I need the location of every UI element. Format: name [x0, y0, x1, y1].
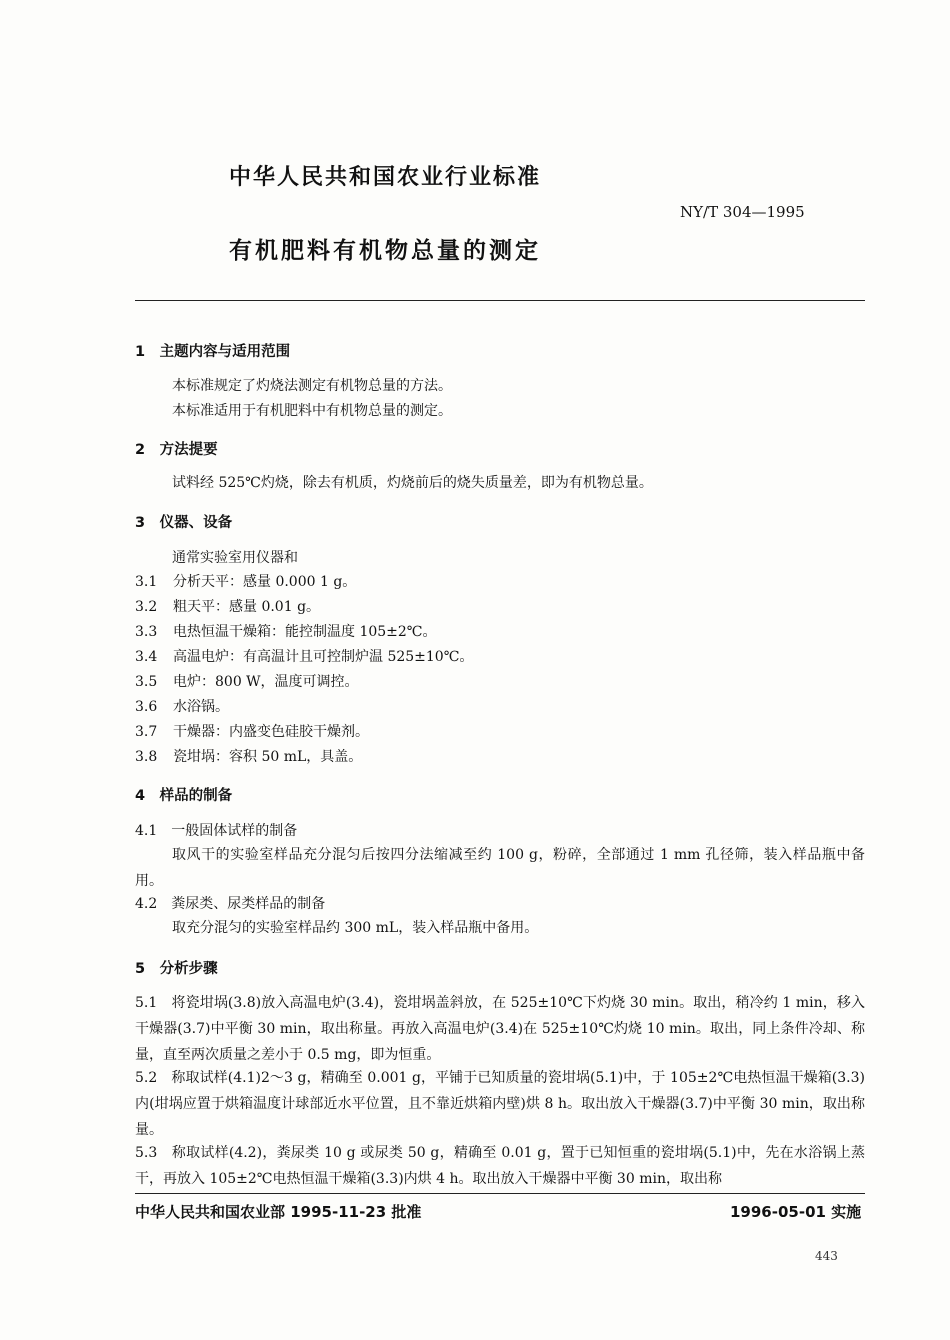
- section-1-line: 本标准适用于有机肥料中有机物总量的测定。: [172, 403, 452, 419]
- equipment-item: [135, 744, 362, 770]
- effective-date: 1996-05-01 实施: [730, 1203, 862, 1221]
- standard-type: 中华人民共和国农业行业标准: [228, 165, 541, 190]
- section-2-heading: 2 方法提要: [135, 442, 218, 458]
- item-text: 电热恒温干燥箱：能控制温度 105±2℃。: [173, 624, 437, 640]
- equipment-item: [135, 594, 320, 620]
- item-number: 3.1: [135, 574, 158, 590]
- item-text: 水浴锅。: [173, 699, 229, 715]
- approval-date: 中华人民共和国农业部 1995-11-23 批准: [135, 1203, 422, 1221]
- item-text: 干燥器：内盛变色硅胶干燥剂。: [173, 724, 369, 740]
- item-number: 3.8: [135, 749, 158, 765]
- standard-code: NY/T 304—1995: [680, 203, 805, 221]
- item-text: 分析天平：感量 0.000 1 g。: [173, 574, 357, 590]
- paragraph-4-1: 取风干的实验室样品充分混匀后按四分法缩减至约 100 g，粉碎，全部通过 1 mm 孔径筛，装入样品瓶中备用。: [135, 847, 865, 889]
- item-text: 电炉：800 W，温度可调控。: [173, 674, 359, 690]
- subsection-4-1-heading: 4.1 一般固体试样的制备: [135, 823, 298, 839]
- page-number: 443: [815, 1249, 838, 1263]
- section-1-line: 本标准规定了灼烧法测定有机物总量的方法。: [172, 378, 452, 394]
- item-text: 粗天平：感量 0.01 g。: [173, 599, 321, 615]
- item-number: 3.3: [135, 624, 158, 640]
- paragraph-4-2: 取充分混匀的实验室样品约 300 mL，装入样品瓶中备用。: [172, 920, 539, 936]
- equipment-item: [135, 569, 356, 595]
- section-3-intro: 通常实验室用仪器和: [172, 550, 298, 566]
- footer-divider: [135, 1193, 865, 1194]
- equipment-item: [135, 619, 436, 645]
- equipment-item: [135, 644, 473, 670]
- section-2-line: 试料经 525℃灼烧，除去有机质，灼烧前后的烧失质量差，即为有机物总量。: [172, 475, 653, 491]
- section-4-heading: 4 样品的制备: [135, 788, 233, 804]
- item-number: 3.2: [135, 599, 158, 615]
- item-text: 高温电炉：有高温计且可控制炉温 525±10℃。: [173, 649, 474, 665]
- equipment-item: [135, 669, 359, 695]
- paragraph-5-1: 5.1 将瓷坩埚(3.8)放入高温电炉(3.4)，瓷坩埚盖斜放，在 525±10℃下灼烧 30 min。取出，稍冷约 1 min，移入干燥器(3.7)中平衡 30 min，取出称量。再放入高温电炉(3.4)在 525±10℃灼烧 10 min。取出，同上条件冷却、称量，直至两次质量之差小于 0.5 mg，即为恒重。: [135, 995, 865, 1063]
- item-number: 3.5: [135, 674, 158, 690]
- section-1-heading: 1 主题内容与适用范围: [135, 344, 291, 360]
- item-text: 瓷坩埚：容积 50 mL，具盖。: [173, 749, 363, 765]
- equipment-item: [135, 694, 229, 720]
- document-title: 有机肥料有机物总量的测定: [229, 238, 541, 264]
- item-number: 3.4: [135, 649, 158, 665]
- equipment-item: [135, 719, 369, 745]
- subsection-4-2-heading: 4.2 粪尿类、尿类样品的制备: [135, 896, 326, 912]
- paragraph-5-3: 5.3 称取试样(4.2)，粪尿类 10 g 或尿类 50 g，精确至 0.01 g，置于已知恒重的瓷坩埚(5.1)中，先在水浴锅上蒸干，再放入 105±2℃电热恒温干燥箱(3.3)内烘 4 h。取出放入干燥器中平衡 30 min，取出称: [135, 1145, 865, 1187]
- item-number: 3.7: [135, 724, 158, 740]
- section-3-heading: 3 仪器、设备: [135, 515, 233, 531]
- item-number: 3.6: [135, 699, 158, 715]
- paragraph-5-2: 5.2 称取试样(4.1)2～3 g，精确至 0.001 g，平铺于已知质量的瓷坩埚(5.1)中，于 105±2℃电热恒温干燥箱(3.3)内(坩埚应置于烘箱温度计球部近水平位置，且不靠近烘箱内壁)烘 8 h。取出放入干燥器(3.7)中平衡 30 min，取出称量。: [135, 1070, 865, 1138]
- section-5-heading: 5 分析步骤: [135, 961, 218, 977]
- top-divider: [135, 300, 865, 301]
